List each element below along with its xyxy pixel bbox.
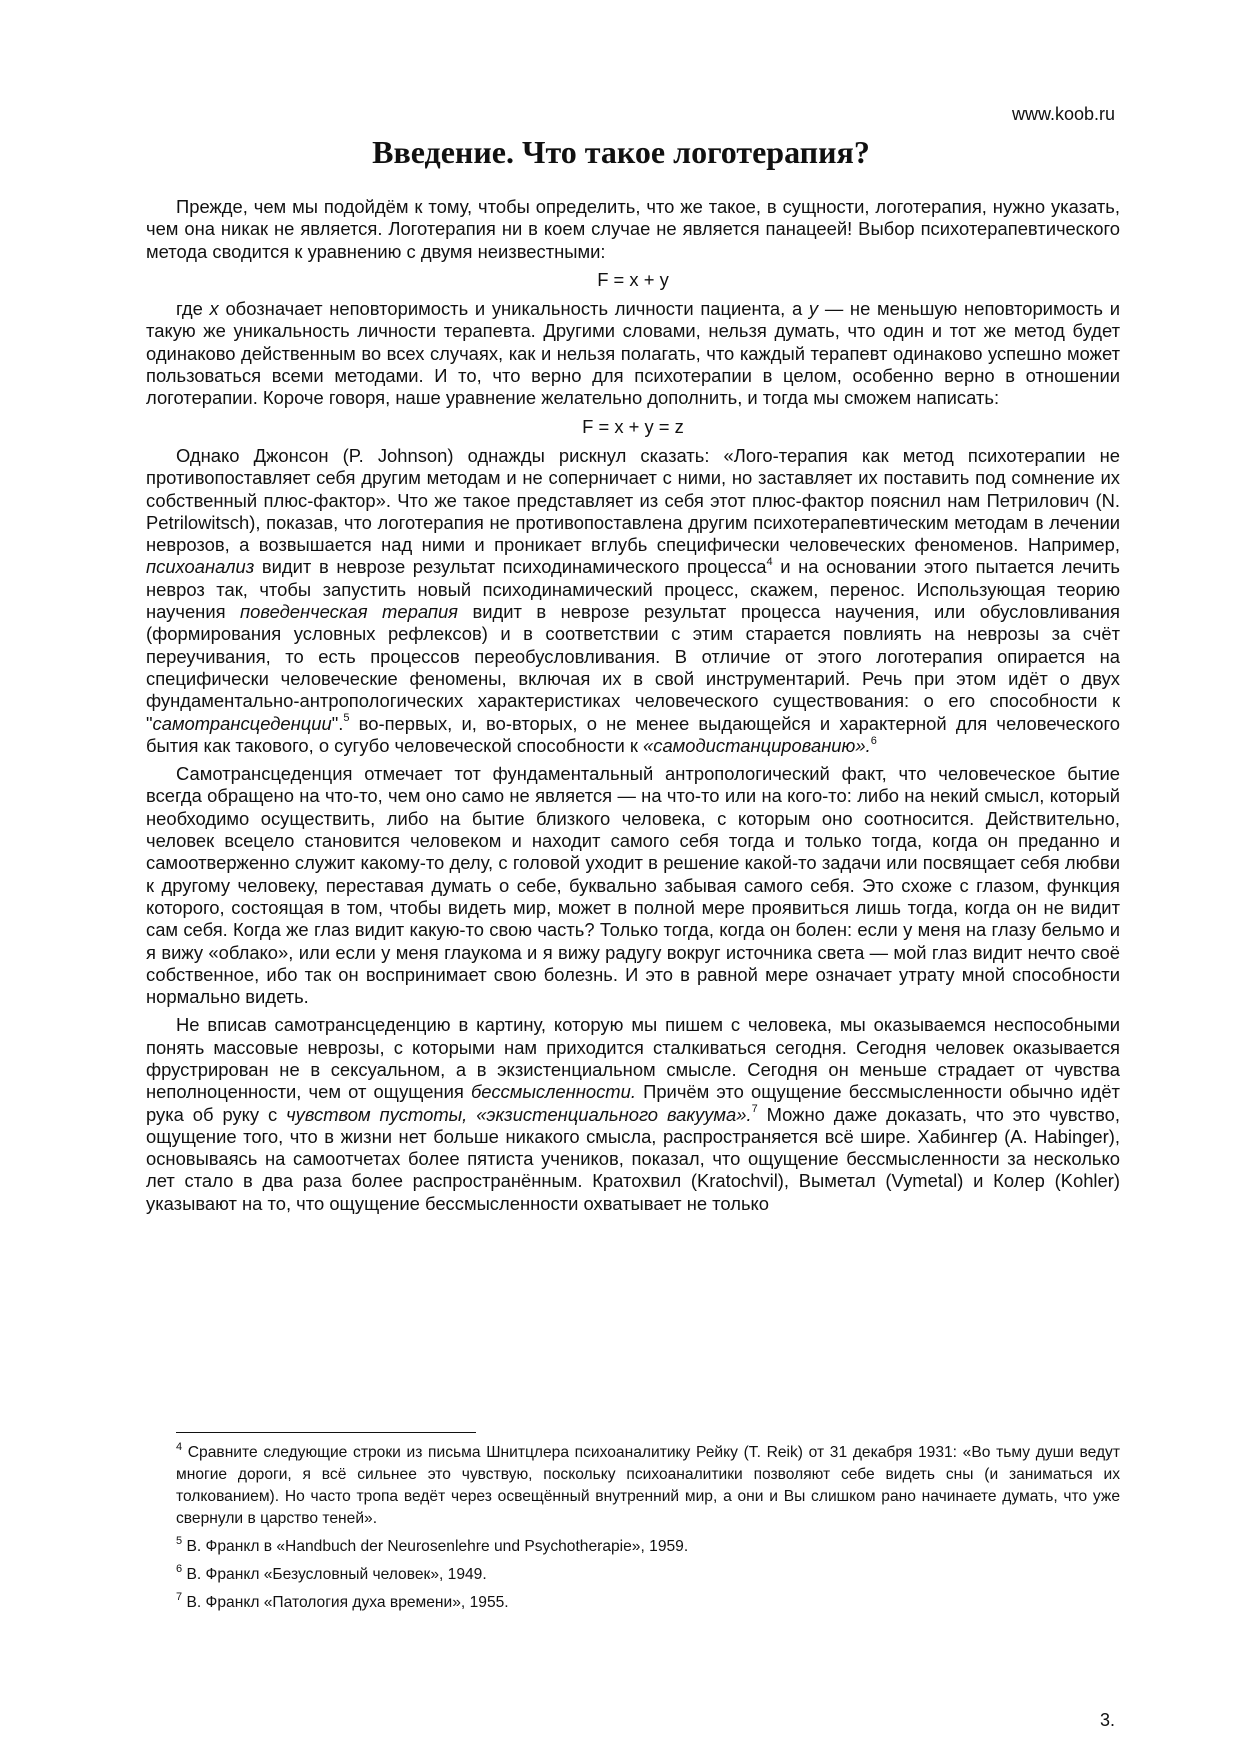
text-run: — не меньшую неповторимость и такую же уникальность личности терапевта. Другими словами, нельзя думать, что один и тот же метод будет одинаково действенным во всех случаях, как и нельзя полагать, что каждый терапевт одинаково успешно может пользоваться всеми методами. И то, что верно для психотерапии в целом, особенно верно в отношении логотерапии. Короче говоря, наше уравнение желательно дополнить, и тогда мы сможем написать: — [146, 298, 1120, 409]
footnote-4 — [176, 1442, 1120, 1530]
formula-1: F = x + y — [597, 268, 669, 290]
text-run: Причём это ощущение бессмысленности обычно идёт рука об руку с — [146, 1081, 1120, 1125]
text-run: Однако Джонсон (P. Johnson) однажды рискнул сказать: «Лого-терапия как метод психотерапии не противопоставляет себя другим методам и не соперничает с ними, но заставляет их поставить под сомнение их собственный плюс-фактор». Что же такое представляет из себя этот плюс-фактор пояснил нам Петрилович (N. Petrilowitsch), показав, что логотерапия не противопоставлена другим психотерапевтическим методам в лечении неврозов, а возвышается над ними и проникает вглубь специфически человеческих феноменов. Например, — [146, 444, 1120, 556]
text-run: видит в неврозе результат психодинамического процесса — [254, 556, 767, 578]
italic-term: «самодистанцированию». — [643, 734, 871, 756]
footnote-text: В. Франкл в «Handbuch der Neurosenlehre und Psychotherapie», 1959. — [182, 1538, 689, 1555]
footnote-text: Сравните следующие строки из письма Шнитцлера психоаналитику Рейку (T. Reik) от 31 декабря 1931: «Во тьму души ведут многие дороги, я всё сильнее это чувствую, поскольку психоаналитики позволяют себе видеть сны (и заниматься их толкованием). Но часто тропа ведёт через освещённый внутренний мир, а они и Вы слишком рано начинаете думать, что уже свернули в царство теней». — [176, 1444, 1120, 1527]
footnote-number: 4 — [176, 1440, 183, 1453]
footnote-7 — [176, 1592, 1120, 1614]
paragraph-2 — [146, 298, 1120, 409]
italic-term: чувством пустоты, «экзистенциального вакуума». — [286, 1103, 752, 1125]
italic-var-x: x — [209, 298, 219, 320]
page-number: 3. — [1099, 1710, 1115, 1730]
footnote-6 — [176, 1564, 1120, 1586]
paragraph-1: Прежде, чем мы подойдём к тому, чтобы определить, что же такое, в сущности, логотерапия, нужно указать, чем она никак не является. Логотерапия ни в коем случае не является панацеей! Выбор психотерапевтического метода сводится к уравнению с двумя неизвестными: — [146, 196, 1120, 262]
site-url[interactable]: www.koob.ru — [1011, 104, 1115, 124]
page-title: Введение. Что такое логотерапия? — [372, 134, 870, 170]
formula-2: F = x + y = z — [582, 415, 684, 437]
italic-term: самотрансцеденции — [152, 712, 332, 734]
footnote-text: В. Франкл «Безусловный человек», 1949. — [182, 1566, 487, 1583]
italic-term: бессмысленности. — [470, 1081, 636, 1103]
text-run: Можно даже доказать, что это чувство, ощущение того, что в жизни нет больше никакого смысла, распространяется всё шире. Хабингер (A. Habinger), основываясь на самоотчетах более пятиста учеников, показал, что ощущение бессмысленности за несколько лет стало в два раза более распространённым. Кратохвил (Kratochvil), Выметал (Vymetal) и Колер (Kohler) указывают на то, что ощущение бессмысленности охватывает не только — [146, 1103, 1120, 1214]
italic-term: поведенческая терапия — [240, 601, 459, 623]
text-run: видит в неврозе результат процесса научения, или обусловливания (формирования условных рефлексов) и в соответствии с этим старается повлиять на неврозы за счёт переучивания, то есть процессов переобусловливания. В отличие от этого логотерапия опирается на специфически человеческие феномены, включая их в свой инструментарий. Речь при этом идёт о двух фундаментально-антропологических характеристиках человеческого существования: о его способности к " — [146, 601, 1120, 734]
footnote-ref-5[interactable]: 5 — [343, 712, 350, 725]
footnote-number: 6 — [176, 1562, 183, 1575]
footnote-ref-6[interactable]: 6 — [870, 734, 877, 747]
footnote-5 — [176, 1536, 1120, 1558]
footnote-number: 7 — [176, 1590, 183, 1603]
text-run: где — [176, 298, 210, 320]
text-run: Не вписав самотрансцеденцию в картину, которую мы пишем с человека, мы оказываемся неспособными понять массовые неврозы, с которыми нам приходится сталкиваться сегодня. Сегодня человек оказывается фрустрирован не в сексуальном, а в экзистенциальном смысле. Сегодня он меньше страдает от чувства неполноценности, чем от ощущения — [146, 1014, 1120, 1103]
text-run: ". — [331, 712, 344, 734]
text-run: обозначает неповторимость и уникальность личности пациента, а — [218, 298, 809, 320]
text-run: во-первых, и, во-вторых, о не менее выдающейся и характерной для человеческого бытия как такового, о сугубо человеческой способности к — [146, 712, 1120, 756]
footnote-ref-7[interactable]: 7 — [751, 1103, 758, 1116]
italic-var-y: y — [808, 298, 819, 320]
footnote-text: В. Франкл «Патология духа времени», 1955. — [182, 1594, 509, 1611]
footnote-divider — [176, 1432, 476, 1433]
footnotes — [176, 1442, 1120, 1620]
body-text — [146, 196, 1120, 1221]
footnote-ref-4[interactable]: 4 — [766, 556, 773, 569]
paragraph-3 — [146, 445, 1120, 757]
paragraph-4: Самотрансцеденция отмечает тот фундаментальный антропологический факт, что человеческое бытие всегда обращено на что-то, чем оно само не является — на что-то или на кого-то: либо на некий смысл, который необходимо осуществить, либо на бытие близкого человека, с которым оно соотносится. Действительно, человек всецело становится человеком и находит самого себя тогда и только тогда, когда он преданно и самоотверженно служит какому-то делу, с головой уходит в решение какой-то задачи или посвящает себя любви к другому человеку, переставая думать о себе, буквально забывая самого себя. Это схоже с глазом, функция которого, состоящая в том, чтобы видеть мир, может в полной мере проявиться лишь тогда, когда он не видит сам себя. Когда же глаз видит какую-то свою часть? Только тогда, когда он болен: если у меня на глазу бельмо и я вижу «облако», или если у меня глаукома и я вижу радугу вокруг источника света — мой глаз видит нечто своё собственное, ибо так он воспринимает свою болезнь. И это в равной мере означает утрату мной способности нормально видеть. — [146, 763, 1120, 1008]
footnote-number: 5 — [176, 1534, 183, 1547]
italic-term: психоанализ — [146, 556, 255, 578]
text-run: и на основании этого пытается лечить невроз так, чтобы запустить новый психодинамический процесс, скажем, перенос. Использующая теорию научения — [146, 556, 1121, 623]
paragraph-5 — [146, 1014, 1120, 1215]
